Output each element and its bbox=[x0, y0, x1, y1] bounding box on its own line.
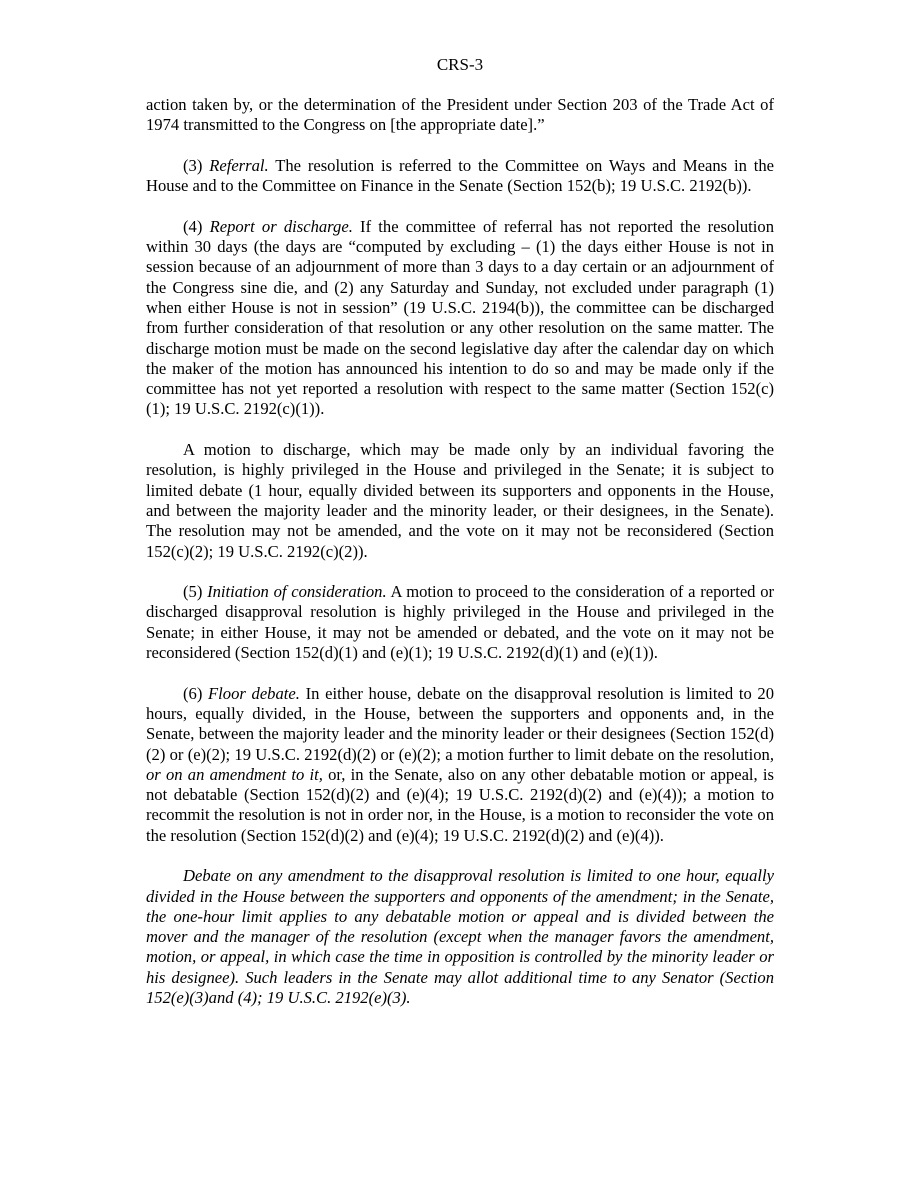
paragraph-text-continued: or, in the Senate, also on any other debatable motion or appeal, is not debatable (Section 152(d)(2) and (e)(4); 19 U.S.C. 2192(d)(2) and (e)(4)); a motion to recommit the resolution is not in order nor, in the House, is a motion to reconsider the vote on the resolution (Section 152(d)(2) and (e)(4); 19 U.S.C. 2192(d)(2) and (e)(4)). bbox=[146, 764, 774, 845]
page-number-header: CRS-3 bbox=[436, 55, 484, 74]
paragraph-continuation: action taken by, or the determination of the President under Section 203 of the Trade Act of 1974 transmitted to the Congress on [the appropriate date].” bbox=[146, 95, 774, 135]
paragraph-amendment-debate: Debate on any amendment to the disapproval resolution is limited to one hour, equally divided in the House between the supporters and opponents of the amendment; in the Senate, the one-hour limit applies to any debatable motion or appeal and is divided between the mover and the manager of the resolution (except when the manager favors the amendment, motion, or appeal, in which case the time in opposition is controlled by the minority leader or his designee). Such leaders in the Senate may allot additional time to any Senator (Section 152(e)(3)and (4); 19 U.S.C. 2192(e)(3). bbox=[146, 866, 774, 1008]
paragraph-report-or-discharge bbox=[146, 217, 774, 420]
paragraph-floor-debate bbox=[146, 684, 774, 846]
paragraph-referral bbox=[146, 156, 774, 197]
section-heading: Referral. bbox=[209, 155, 269, 175]
section-heading: Report or discharge. bbox=[209, 216, 353, 236]
section-heading: Floor debate. bbox=[208, 683, 300, 703]
paragraph-text: In either house, debate on the disapproval resolution is limited to 20 hours, equally divided, in the House, between the supporters and opponents and, in the Senate, between the majority leader and the minority leader or their designees (Section 152(d)(2) or (e)(2); 19 U.S.C. 2192(d)(2) or (e)(2); a motion further to limit debate on the resolution bbox=[146, 683, 775, 764]
paragraph-text: If the committee of referral has not reported the resolution within 30 days (the days are “computed by excluding – (1) the days either House is not in session because of an adjournment of more than 3 days to a day certain or an adjournment of the Congress sine die, and (2) any Saturday and Sunday, not excluded under paragraph (1) when either House is not in session” (19 U.S.C. 2194(b)), the committee can be discharged from further consideration of that resolution or any other resolution on the same matter. The discharge motion must be made on the second legislative day after the calendar day on which the maker of the motion has announced his intention to do so and may be made only if the committee has not yet reported a resolution with respect to the same matter (Section 152(c)(1); 19 U.S.C. 2192(c)(1)). bbox=[146, 216, 774, 419]
paragraph-number: (5) bbox=[183, 582, 203, 602]
italic-phrase: , or on an amendment to it, bbox=[146, 744, 774, 784]
paragraph-text: The resolution is referred to the Committee on Ways and Means in the House and to the Committee on Finance in the Senate (Section 152(b); 19 U.S.C. 2192(b)). bbox=[146, 155, 774, 196]
paragraph-text: A motion to proceed to the consideration of a reported or discharged disapproval resolution is highly privileged in the House and privileged in the Senate; in either House, it may not be amended or debated, and the vote on it may not be reconsidered (Section 152(d)(1) and (e)(1); 19 U.S.C. 2192(d)(1) and (e)(1)). bbox=[146, 582, 775, 663]
paragraph-number: (4) bbox=[183, 216, 203, 236]
document-body bbox=[146, 95, 774, 1029]
paragraph-number: (6) bbox=[183, 683, 203, 703]
section-heading: Initiation of consideration. bbox=[207, 582, 387, 602]
paragraph-initiation-of-consideration bbox=[146, 582, 774, 663]
paragraph-motion-to-discharge: A motion to discharge, which may be made only by an individual favoring the resolution, is highly privileged in the House and privileged in the Senate; it is subject to limited debate (1 hour, equally divided between its supporters and opponents in the House, and between the majority leader and the minority leader, or their designees, in the Senate). The resolution may not be amended, and the vote on it may not be reconsidered (Section 152(c)(2); 19 U.S.C. 2192(c)(2)). bbox=[146, 440, 774, 561]
paragraph-number: (3) bbox=[183, 155, 203, 175]
